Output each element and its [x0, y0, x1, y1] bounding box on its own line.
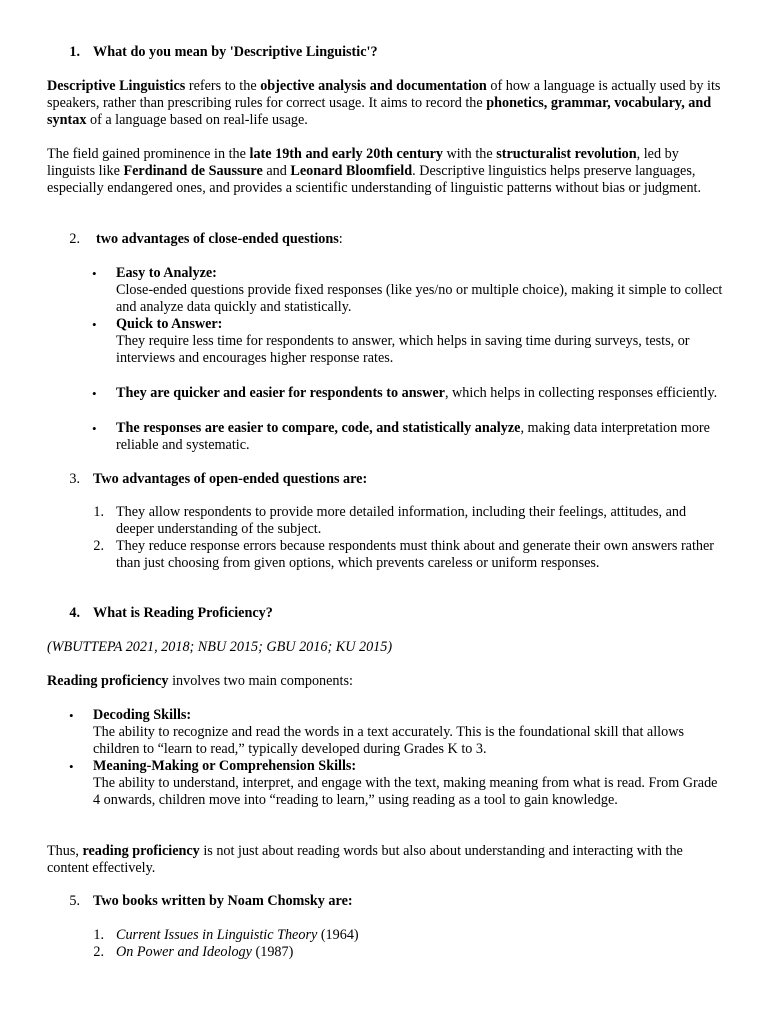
q2-number: 2. [69, 231, 80, 247]
q3-item-1-number: 1. [93, 504, 104, 520]
q1-paragraph-1: Descriptive Linguistics refers to the objective analysis and documentation of how a language is actually used by its speakers, rather than prescribing rules for correct usage. It aims to record the phonetics, grammar, vocabulary, and syntax of a language based on real-life usage. [47, 78, 721, 128]
q3-heading: Two advantages of open-ended questions are: [93, 471, 368, 487]
q3-item-2: They reduce response errors because respondents must think about and generate their own answers rather than just choosing from given options, which prevents careless or uniform responses. [116, 538, 715, 571]
q2-item-4: The responses are easier to compare, code, and statistically analyze, making data interpretation more reliable and systematic. [116, 420, 710, 453]
q4-citation: (WBUTTEPA 2021, 2018; NBU 2015; GBU 2016; KU 2015) [47, 639, 393, 655]
q4-item-1: Decoding Skills: The ability to recognize and read the words in a text accurately. This is the foundational skill that allows children to “learn to read,” typically developed during Grades K to 3. [93, 707, 684, 757]
q3-number: 3. [69, 471, 80, 487]
q5-book-1-number: 1. [93, 927, 104, 943]
q4-number: 4. [69, 605, 80, 621]
q3-item-2-number: 2. [93, 538, 104, 554]
q2-bullet-2: • [92, 317, 97, 332]
q5-book-2-number: 2. [93, 944, 104, 960]
q2-item-2: Quick to Answer: They require less time for respondents to answer, which helps in saving time during surveys, tests, or interviews and encourages higher response rates. [116, 316, 690, 366]
q2-heading: two advantages of close-ended questions: [96, 231, 343, 247]
q5-book-1: Current Issues in Linguistic Theory (1964) [116, 927, 359, 943]
q4-heading: What is Reading Proficiency? [93, 605, 273, 621]
q5-heading: Two books written by Noam Chomsky are: [93, 893, 353, 909]
q1-paragraph-2: The field gained prominence in the late 19th and early 20th century with the structuralist revolution, led by linguists like Ferdinand de Saussure and Leonard Bloomfield. Descriptive linguistics helps preserve languages, especially endangered ones, and provides a scientific understanding of linguistic patterns without bias or judgment. [47, 146, 702, 196]
q4-bullet-2: • [69, 759, 74, 774]
q2-item-3: They are quicker and easier for respondents to answer, which helps in collecting responses efficiently. [116, 385, 718, 401]
q4-item-2: Meaning-Making or Comprehension Skills: The ability to understand, interpret, and engage with the text, making meaning from what is read. From Grade 4 onwards, children move into “reading to learn,” using reading as a tool to gain knowledge. [93, 758, 718, 808]
q5-book-2: On Power and Ideology (1987) [116, 944, 294, 960]
q1-number: 1. [69, 44, 80, 60]
q4-bullet-1: • [69, 708, 74, 723]
q2-bullet-3: • [92, 386, 97, 401]
q4-conclusion: Thus, reading proficiency is not just about reading words but also about understanding and interacting with the content effectively. [47, 843, 683, 876]
q3-item-1: They allow respondents to provide more detailed information, including their feelings, attitudes, and deeper understanding of the subject. [116, 504, 687, 537]
q2-bullet-4: • [92, 421, 97, 436]
q5-number: 5. [69, 893, 80, 909]
q1-heading: What do you mean by 'Descriptive Linguistic'? [93, 44, 378, 60]
q2-bullet-1: • [92, 266, 97, 281]
q4-intro: Reading proficiency involves two main components: [47, 673, 353, 689]
q2-item-1: Easy to Analyze: Close-ended questions provide fixed responses (like yes/no or multiple choice), making it simple to collect and analyze data quickly and statistically. [116, 265, 723, 315]
